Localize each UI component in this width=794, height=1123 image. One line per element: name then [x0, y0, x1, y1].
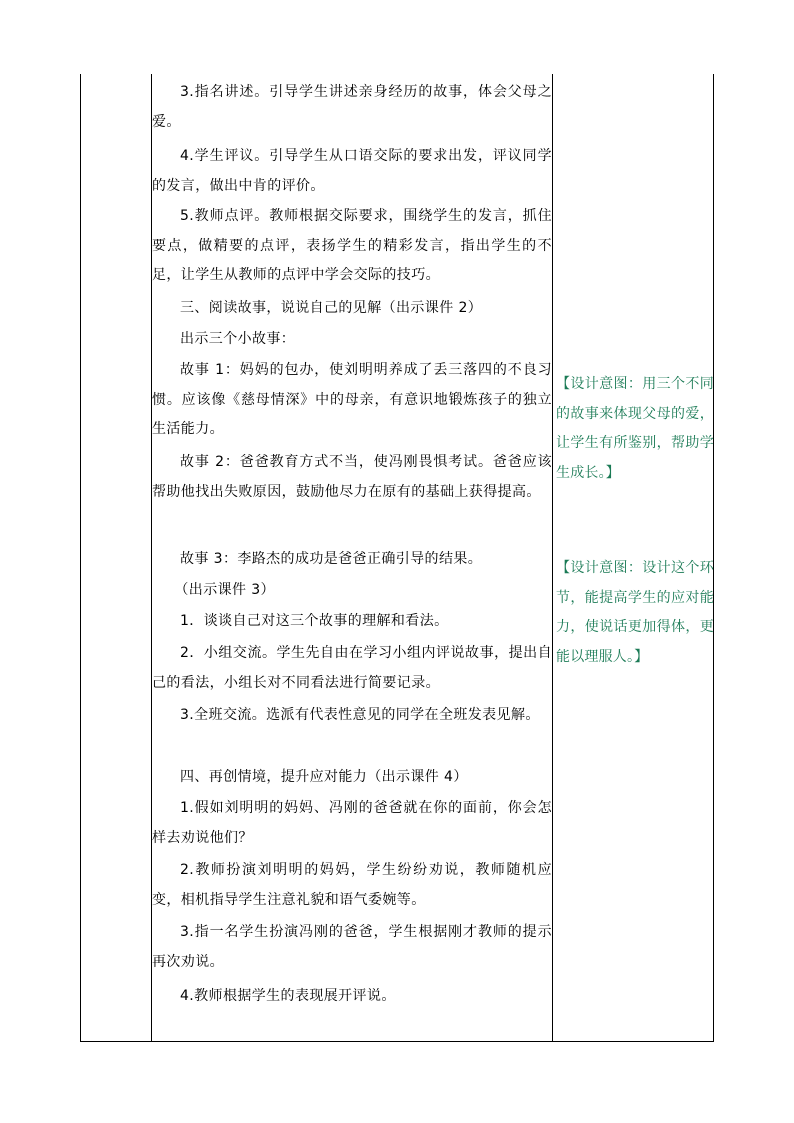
paragraph-scene-3: 3.指一名学生扮演冯刚的爸爸，学生根据刚才教师的提示再次劝说。 [152, 924, 552, 970]
design-intent-note-2: 【设计意图：设计这个环节，能提高学生的应对能力，使说话更加得体，更能以理服人。】 [556, 560, 714, 665]
paragraph-scene-1: 1.假如刘明明的妈妈、冯刚的爸爸就在你的面前，你会怎样去劝说他们？ [152, 800, 552, 846]
paragraph-scene-2: 2.教师扮演刘明明的妈妈，学生纷纷劝说，教师随机应变，相机指导学生注意礼貌和语气委婉等。 [152, 862, 552, 908]
paragraph-intro-stories: 出示三个小故事： [180, 331, 296, 347]
paragraph-step-4: 4.学生评议。引导学生从口语交际的要求出发，评议同学的发言，做出中肯的评价。 [152, 148, 552, 194]
paragraph-story-3: 故事 3：李路杰的成功是爸爸正确引导的结果。 [180, 551, 483, 567]
section-heading-3: 三、阅读故事，说说自己的见解（出示课件 2） [180, 300, 483, 316]
paragraph-discuss-1: 1．谈谈自己对这三个故事的理解和看法。 [180, 613, 449, 629]
paragraph-scene-4: 4.教师根据学生的表现展开评说。 [180, 988, 396, 1004]
paragraph-step-5: 5.教师点评。教师根据交际要求，围绕学生的发言，抓住要点，做精要的点评，表扬学生的精彩发言，指出学生的不足，让学生从教师的点评中学会交际的技巧。 [152, 208, 552, 283]
paragraph-step-3: 3.指名讲述。引导学生讲述亲身经历的故事，体会父母之爱。 [152, 84, 552, 130]
table-border-left [80, 74, 81, 1042]
paragraph-courseware-3: （出示课件 3） [174, 582, 275, 598]
paragraph-discuss-2: 2．小组交流。学生先自由在学习小组内评说故事，提出自己的看法，小组长对不同看法进行简要记录。 [152, 645, 552, 691]
paragraph-discuss-3: 3.全班交流。选派有代表性意见的同学在全班发表见解。 [180, 707, 540, 723]
table-bottom-border [80, 1041, 714, 1042]
design-intent-note-1: 【设计意图：用三个不同的故事来体现父母的爱，让学生有所鉴别，帮助学生成长。】 [556, 376, 714, 481]
paragraph-story-2: 故事 2：爸爸教育方式不当，使冯刚畏惧考试。爸爸应该帮助他找出失败原因，鼓励他尽力在原有的基础上获得提高。 [152, 454, 552, 500]
section-heading-4: 四、再创情境，提升应对能力（出示课件 4） [180, 769, 468, 785]
paragraph-story-1: 故事 1：妈妈的包办，使刘明明养成了丢三落四的不良习惯。应该像《慈母情深》中的母亲，有意识地锻炼孩子的独立生活能力。 [152, 362, 552, 437]
table-column-divider-2 [552, 74, 553, 1042]
